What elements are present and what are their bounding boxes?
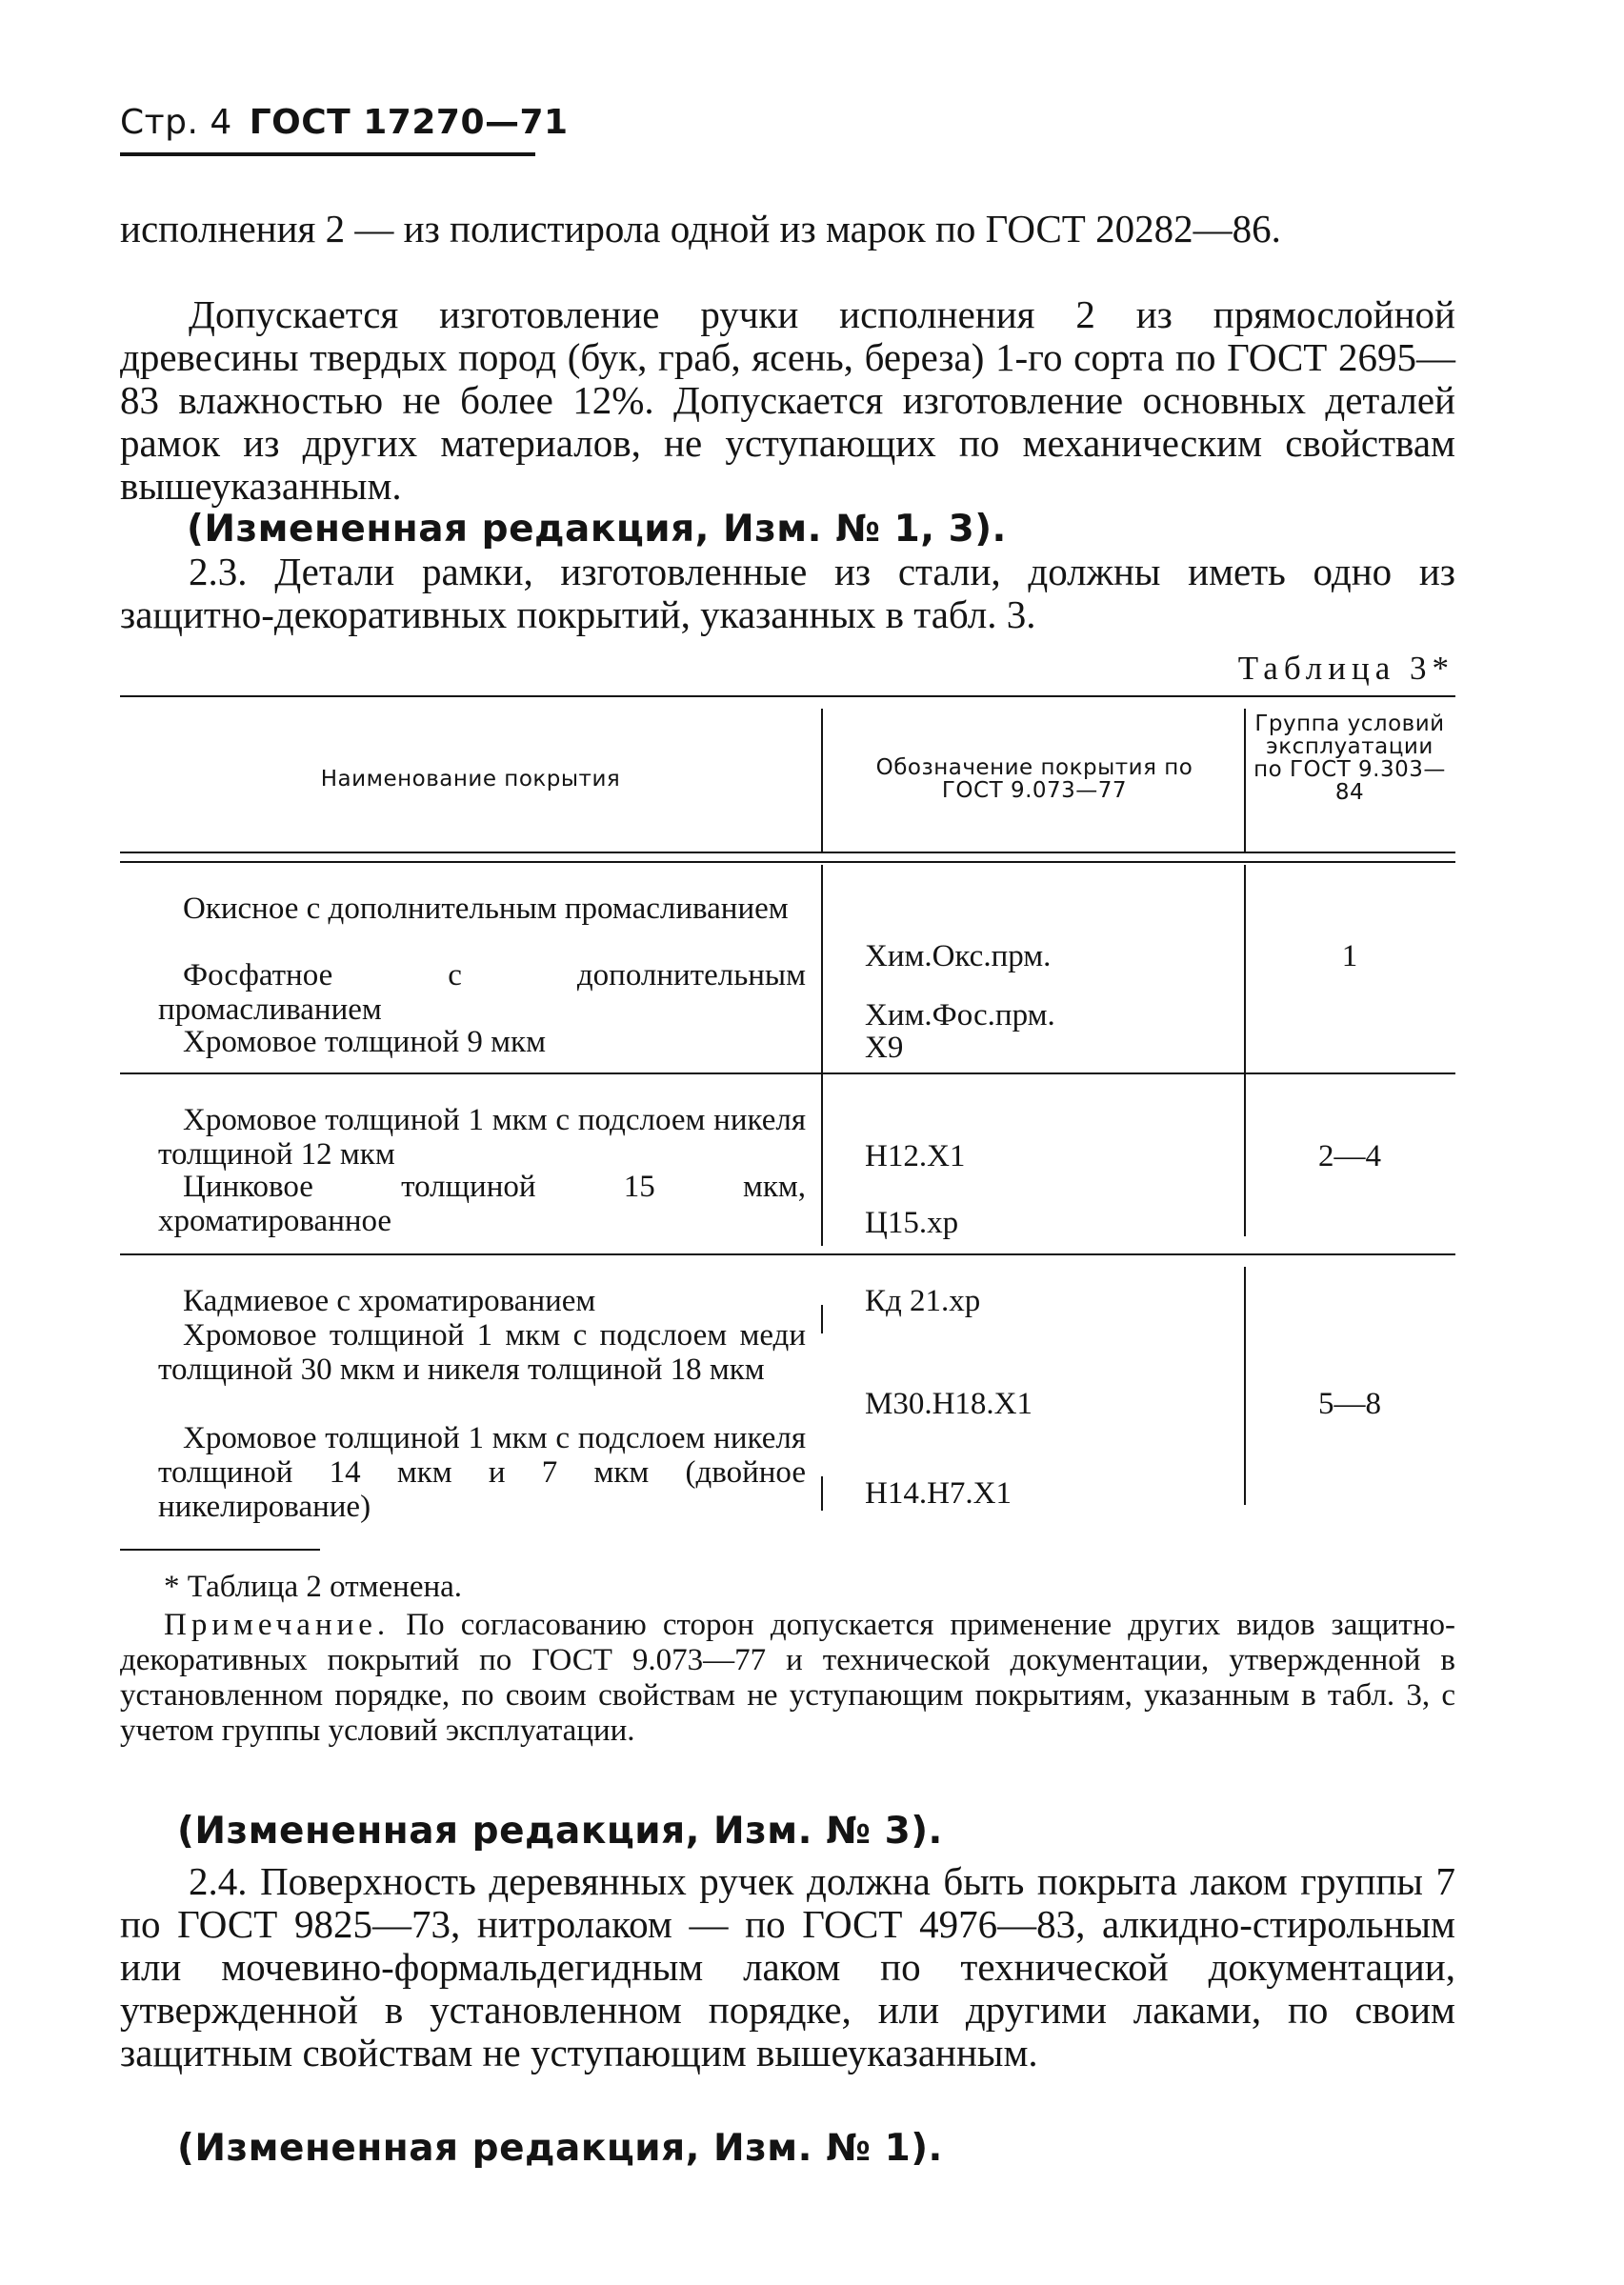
cell-code-oxide: Хим.Окс.прм. [865, 939, 1052, 973]
table-footnote: * Таблица 2 отменена. [164, 1570, 463, 1604]
paragraph-permission: Допускается изготовление ручки исполнения 2 из прямослойной древесины твердых пород (бук, граб, ясень, береза) 1-го сорта по ГОСТ 2695—83 влажностью не более 12%. Допускается изготовление основных деталей рамок из других материалов, не уступающих по механическим свойствам вышеуказанным. [120, 292, 1455, 508]
col-divider-1-tail-2 [821, 1476, 823, 1511]
note-label: Примечание. [164, 1608, 391, 1642]
header-coating-code: Обозначение покрытия по ГОСТ 9.073—77 [875, 755, 1193, 803]
footnote-rule [120, 1549, 320, 1551]
col-divider-2-tail [1244, 1267, 1246, 1505]
cell-code-cadmium: Кд 21.хр [865, 1284, 981, 1318]
cell-group-1: 1 [1341, 939, 1358, 973]
table-caption: Таблица 3* [1237, 650, 1454, 687]
cell-name-chrome-nickel-12: Хромовое толщиной 1 мкм с подслоем никеля толщиной 12 мкм [158, 1103, 806, 1172]
cell-name-chrome-9: Хромовое толщиной 9 мкм [183, 1025, 546, 1059]
paragraph-2-3: 2.3. Детали рамки, изготовленные из стали, должны иметь одно из защитно-декоративных покрытий, указанных в табл. 3. [120, 550, 1455, 636]
header-rule [120, 152, 535, 156]
cell-group-2: 2—4 [1318, 1139, 1381, 1173]
cell-code-chrome-double-nickel: Н14.Н7.Х1 [865, 1476, 1012, 1511]
cell-name-oxide: Окисное с дополнительным промасливанием [183, 892, 789, 926]
col-divider-1-header [821, 709, 823, 852]
cell-group-3: 5—8 [1318, 1387, 1381, 1421]
col-divider-1-body [821, 865, 823, 1246]
header-bottom-rule-double [120, 861, 1455, 863]
col-divider-2-body [1244, 865, 1246, 1236]
col-divider-1-tail [821, 1305, 823, 1333]
cell-name-phosphate: Фосфатное с дополнительным промасливанием [158, 958, 806, 1027]
cell-name-cadmium: Кадмиевое с хроматированием [183, 1284, 596, 1318]
cell-code-chrome-9: Х9 [865, 1031, 904, 1065]
note-text: По согласованию сторон допускается применение других видов защитно-декоративных покрытий по ГОСТ 9.073—77 и технической документации, утвержденной в установленном порядке, по своим свойствам не уступающим покрытиям, указанным в табл. 3, с учетом группы условий эксплуатации. [120, 1608, 1455, 1748]
page-header [120, 103, 569, 142]
table-top-rule [120, 695, 1455, 697]
paragraph-continuation: исполнения 2 — из полистирола одной из марок по ГОСТ 20282—86. [120, 207, 1281, 251]
group-divider-1 [120, 1072, 1455, 1074]
coatings-table [120, 695, 1455, 1533]
cell-name-zinc-15: Цинковое толщиной 15 мкм, хроматированное [158, 1170, 806, 1238]
col-divider-2-header [1244, 709, 1246, 852]
edit-note-3: (Измененная редакция, Изм. № 1). [177, 2127, 943, 2170]
edit-note-1: (Измененная редакция, Изм. № 1, 3). [187, 508, 1007, 551]
standard-id: ГОСТ 17270—71 [249, 103, 569, 142]
cell-code-chrome-copper-nickel: М30.Н18.Х1 [865, 1387, 1033, 1421]
table-note [120, 1608, 1455, 1749]
header-coating-name: Наименование покрытия [320, 767, 621, 792]
header-operating-group: Группа условий эксплуатации по ГОСТ 9.303—84 [1253, 712, 1446, 805]
paragraph-2-4: 2.4. Поверхность деревянных ручек должна быть покрыта лаком группы 7 по ГОСТ 9825—73, нитролаком — по ГОСТ 4976—83, алкидно-стирольным или мочевино-формальдегидным лаком по технической документации, утвержденной в установленном порядке, или другими лаками, по своим защитным свойствам не уступающим вышеуказанным. [120, 1859, 1455, 2075]
cell-code-phosphate: Хим.Фос.прм. [865, 998, 1055, 1032]
cell-name-chrome-double-nickel: Хромовое толщиной 1 мкм с подслоем никеля толщиной 14 мкм и 7 мкм (двойное никелирование) [158, 1421, 806, 1524]
cell-name-chrome-copper-nickel: Хромовое толщиной 1 мкм с подслоем меди толщиной 30 мкм и никеля толщиной 18 мкм [158, 1318, 806, 1387]
group-divider-2 [120, 1253, 1455, 1255]
edit-note-2: (Измененная редакция, Изм. № 3). [177, 1810, 943, 1853]
cell-code-chrome-nickel-12: Н12.Х1 [865, 1139, 966, 1173]
cell-code-zinc-15: Ц15.хр [865, 1206, 959, 1240]
header-bottom-rule [120, 852, 1455, 853]
page-number: Стр. 4 [120, 103, 232, 142]
